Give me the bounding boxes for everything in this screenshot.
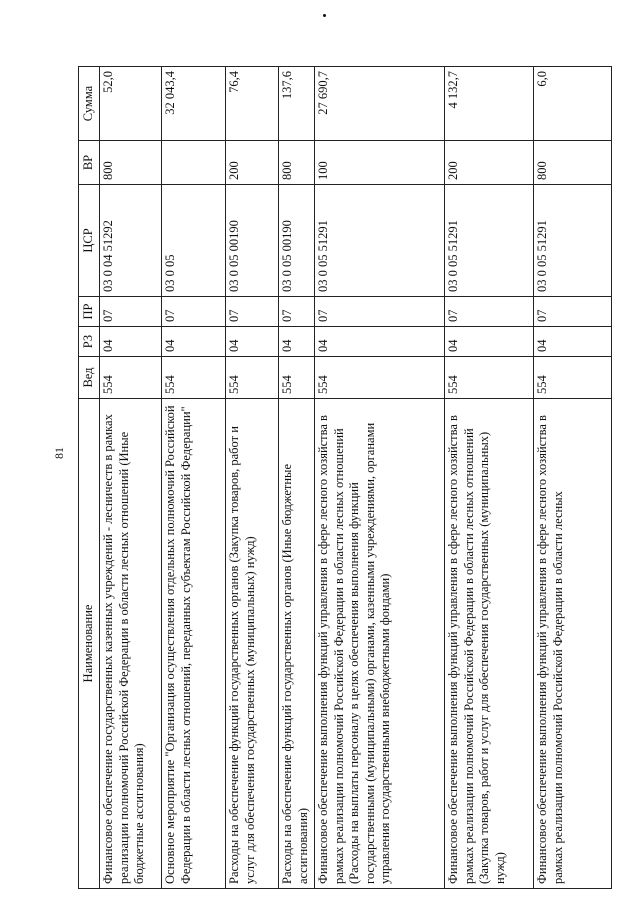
row-sum: 6,0 <box>534 67 612 141</box>
row-vr: 200 <box>226 141 279 185</box>
row-csr: 03 0 05 00190 <box>226 185 279 297</box>
header-csr: ЦСР <box>79 185 100 297</box>
row-rz: 04 <box>279 327 315 357</box>
row-ved: 554 <box>315 357 445 399</box>
table-row <box>162 67 226 889</box>
row-vr: 200 <box>445 141 534 185</box>
table-row <box>534 67 612 889</box>
row-rz: 04 <box>162 327 226 357</box>
row-pr: 07 <box>226 297 279 327</box>
row-vr: 800 <box>100 141 162 185</box>
row-pr: 07 <box>279 297 315 327</box>
budget-table-rotated <box>78 67 612 889</box>
row-vr <box>162 141 226 185</box>
header-pr: ПР <box>79 297 100 327</box>
row-name: Расходы на обеспечение функций государственных органов (Иные бюджетные ассигнования) <box>279 399 315 889</box>
row-pr: 07 <box>162 297 226 327</box>
row-name: Основное мероприятие "Организация осуществления отдельных полномочий Российской Федерации в области лесных отношений, переданных субъектам Российской Федерации" <box>162 399 226 889</box>
header-sum: Сумма <box>79 67 100 141</box>
table-row <box>226 67 279 889</box>
header-ved: Вед <box>79 357 100 399</box>
row-csr: 03 0 04 51292 <box>100 185 162 297</box>
row-rz: 04 <box>315 327 445 357</box>
row-name: Финансовое обеспечение государственных казенных учреждений - лесничеств в рамках реализации полномочий Российской Федерации в области лесных отношений (Иные бюджетные ассигнования) <box>100 399 162 889</box>
row-pr: 07 <box>315 297 445 327</box>
header-name: Наименование <box>79 399 100 889</box>
row-ved: 554 <box>534 357 612 399</box>
row-vr: 800 <box>279 141 315 185</box>
row-rz: 04 <box>226 327 279 357</box>
row-rz: 04 <box>534 327 612 357</box>
row-name: Расходы на обеспечение функций государственных органов (Закупка товаров, работ и услуг для обеспечения государственных (муниципальных) нужд) <box>226 399 279 889</box>
row-ved: 554 <box>226 357 279 399</box>
row-pr: 07 <box>534 297 612 327</box>
table-header-row <box>79 67 100 889</box>
row-name: Финансовое обеспечение выполнения функций управления в сфере лесного хозяйства в рамках реализации полномочий Российской Федерации в области лесных <box>534 399 612 889</box>
header-vr: ВР <box>79 141 100 185</box>
row-csr: 03 0 05 51291 <box>315 185 445 297</box>
row-sum: 52,0 <box>100 67 162 141</box>
row-csr: 03 0 05 51291 <box>534 185 612 297</box>
header-rz: РЗ <box>79 327 100 357</box>
table-row <box>279 67 315 889</box>
row-csr: 03 0 05 51291 <box>445 185 534 297</box>
row-csr: 03 0 05 <box>162 185 226 297</box>
page-number: 81 <box>52 447 66 459</box>
row-csr: 03 0 05 00190 <box>279 185 315 297</box>
table-row <box>315 67 445 889</box>
row-sum: 4 132,7 <box>445 67 534 141</box>
row-rz: 04 <box>445 327 534 357</box>
row-sum: 76,4 <box>226 67 279 141</box>
row-ved: 554 <box>279 357 315 399</box>
row-sum: 137,6 <box>279 67 315 141</box>
row-name: Финансовое обеспечение выполнения функций управления в сфере лесного хозяйства в рамках реализации полномочий Российской Федерации в области лесных отношений (Закупка товаров, работ и услуг для обеспечения государственных (муниципальных) нужд) <box>445 399 534 889</box>
table-row <box>445 67 534 889</box>
row-ved: 554 <box>445 357 534 399</box>
row-ved: 554 <box>100 357 162 399</box>
row-sum: 27 690,7 <box>315 67 445 141</box>
row-sum: 32 043,4 <box>162 67 226 141</box>
table-row <box>100 67 162 889</box>
row-pr: 07 <box>445 297 534 327</box>
row-vr: 800 <box>534 141 612 185</box>
row-name: Финансовое обеспечение выполнения функций управления в сфере лесного хозяйства в рамках реализации полномочий Российской Федерации в области лесных отношений (Расходы на выплаты персоналу в целях обеспечения выполнения функций государственными (муниципальными) органами, казенными учреждениями, органами управления государственными внебюджетными фондами) <box>315 399 445 889</box>
scan-speck <box>323 14 326 17</box>
row-vr: 100 <box>315 141 445 185</box>
budget-table <box>78 66 612 889</box>
row-ved: 554 <box>162 357 226 399</box>
row-rz: 04 <box>100 327 162 357</box>
row-pr: 07 <box>100 297 162 327</box>
